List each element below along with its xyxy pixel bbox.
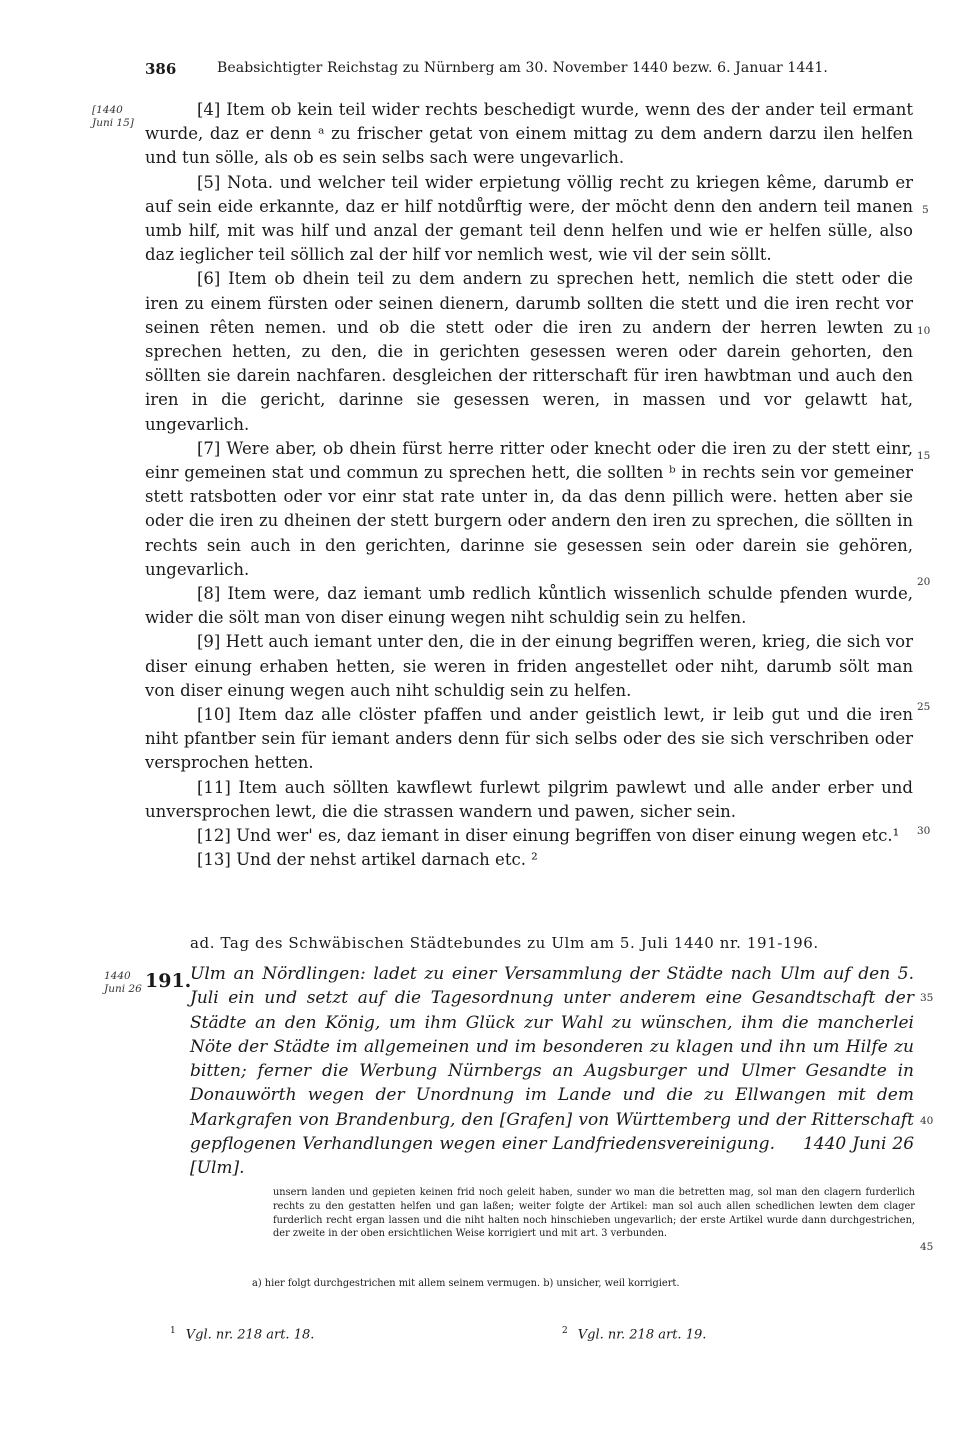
margin-date-document — [104, 970, 142, 996]
line-number: 10 — [917, 325, 931, 337]
line-number: 30 — [917, 825, 931, 837]
running-title: Beabsichtigter Reichstag zu Nürnberg am 30. November 1440 bezw. 6. Januar 1441. — [217, 60, 828, 76]
line-number: 15 — [917, 450, 931, 462]
paragraph-8: [8] Item were, daz iemant umb redlich kůntlich wissenlich schulde pfenden wurde, wider die sölt man von diser einung wegen niht schuldig sein zu helfen. — [145, 584, 913, 628]
page-number: 386 — [145, 60, 177, 78]
paragraph-12: [12] Und wer' es, daz iemant in diser einung begriffen von diser einung wegen etc.¹ — [197, 826, 900, 846]
footnote-text: Vgl. nr. 218 art. 18. — [185, 1327, 315, 1343]
margin-date-year: 1440 — [104, 970, 131, 982]
line-number: 5 — [922, 204, 929, 216]
paragraph-11: [11] Item auch söllten kawflewt furlewt pilgrim pawlewt und alle ander erber und unversprochen lewt, die die strassen wandern und pawen, sicher sein. — [145, 777, 913, 821]
regest-text: Ulm an Nördlingen: ladet zu einer Versammlung der Städte nach Ulm auf den 5. Juli ein und setzt auf die Tagesordnung unter anderem eine Gesandtschaft der Städte an den König, um ihm Glück zur Wahl zu wünschen, ihm die mancherlei Nöte der Städte im allgemeinen und im besonderen zu klagen und ihn um Hilfe zu bitten; ferner die Werbung Nürnbergs an Augsburger und Ulmer Gesandte in Donauwörth wegen der Unordnung im Lande und die zu Ellwangen mit dem Markgrafen von Brandenburg, den [Grafen] von Württemberg und der Ritterschaft gepflogenen Verhandlungen wegen einer Landfriedensvereinigung. — [190, 964, 914, 1155]
margin-date-day: Juni 26 — [104, 983, 142, 995]
footnote-mark: 1 — [170, 1326, 176, 1336]
section-title: ad. Tag des Schwäbischen Städtebundes zu Ulm am 5. Juli 1440 nr. 191-196. — [190, 934, 819, 952]
paragraph-6: [6] Item ob dhein teil zu dem andern zu sprechen hett, nemlich die stett oder die iren zu einem fürsten oder seinen dienern, darumb sollten die stett und die iren recht vor seinen rêten nemen. und ob die stett oder die iren zu andern der herren lewten zu sprechen hetten, zu den, die in gerichten gesessen weren oder darein gehorten, den söllten sie darein nachfaren. desgleichen der ritterschaft für iren hawbtman und auch den iren in die gericht, darinne sie gesessen weren, in massen und vor gelawtt hat, ungevarlich. — [145, 269, 913, 434]
variant-notes: a) hier folgt durchgestrichen mit allem seinem vermugen. b) unsicher, weil korrigiert. — [252, 1278, 680, 1289]
bottom-footnote — [170, 1326, 314, 1342]
footnote-mark: 2 — [562, 1326, 568, 1336]
paragraph-13: [13] Und der nehst artikel darnach etc. ² — [197, 850, 538, 870]
line-number: 25 — [917, 701, 931, 713]
critical-footnote: unsern landen und gepieten keinen frid noch geleit haben, sunder wo man die betretten mag, sol man den clagern furderlich rechts zu den gestatten helfen und gan laßen; weiter folgte der Artikel: man sol auch allen schedlichen lewten dem clager furderlich recht ergan lassen und die niht halten noch hinschieben ungevarlich; der erste Artikel wurde dann durchgestrichen, der zweite in der oben ersichtlichen Weise korrigiert und mit art. 3 verbunden. — [273, 1187, 915, 1240]
paragraph-9: [9] Hett auch iemant unter den, die in der einung begriffen weren, krieg, die sich vor diser einung erhaben hetten, sie weren in friden angestellet oder niht, darumb sölt man von diser einung wegen auch niht schuldig sein zu helfen. — [145, 632, 913, 700]
paragraph-7: [7] Were aber, ob dhein fürst herre ritter oder knecht oder die iren zu der stett einr, einr gemeinen stat und commun zu sprechen hett, die sollten ᵇ in rechts sein vor gemeiner stett ratsbotten oder vor einr stat rate unter in, da das denn pillich were. hetten aber sie oder die iren zu dheinen der stett burgern oder andern den iren zu sprechen, die söllten in rechts sein auch in den gerichten, darinne sie gesessen sein oder darein sie gehören, ungevarlich. — [145, 438, 913, 579]
paragraph-4: [4] Item ob kein teil wider rechts beschedigt wurde, wenn des der ander teil ermant wurde, daz er denn ᵃ zu frischer getat von einem mittag zu dem andern darzu ilen helfen und tun sölle, als ob es sein selbs sach were ungevarlich. — [145, 100, 913, 168]
line-number: 35 — [920, 992, 934, 1004]
main-text — [145, 98, 913, 873]
paragraph-5: [5] Nota. und welcher teil wider erpietung völlig recht zu kriegen kême, darumb er auf sein eide erkannte, daz er hilf notdůrftig were, der möcht denn den andern teil manen umb hilf, mit was hilf und anzal der gemant teil denn helfen und wie er helfen sülle, also daz ieglicher teil söllich zal der hilf vor nemlich west, wie vil der sein söllt. — [145, 172, 913, 265]
margin-date-day: Juni 15] — [92, 117, 134, 129]
regest-date: 1440 Juni 26 [Ulm]. — [190, 1134, 915, 1179]
line-number: 20 — [917, 576, 931, 588]
bottom-footnote — [562, 1326, 706, 1342]
document-number: 191. — [145, 970, 192, 992]
paragraph-10: [10] Item daz alle clöster pfaffen und ander geistlich lewt, ir leib gut und die iren niht pfantber sein für iemant anders denn für sich selbs oder des sie sich verschriben oder versprochen hetten. — [145, 705, 913, 773]
margin-date-year: [1440 — [92, 104, 123, 116]
margin-date-top — [92, 104, 134, 130]
line-number: 40 — [920, 1115, 934, 1127]
regest — [190, 962, 914, 1181]
footnote-text: Vgl. nr. 218 art. 19. — [577, 1327, 707, 1343]
line-number: 45 — [920, 1241, 934, 1253]
